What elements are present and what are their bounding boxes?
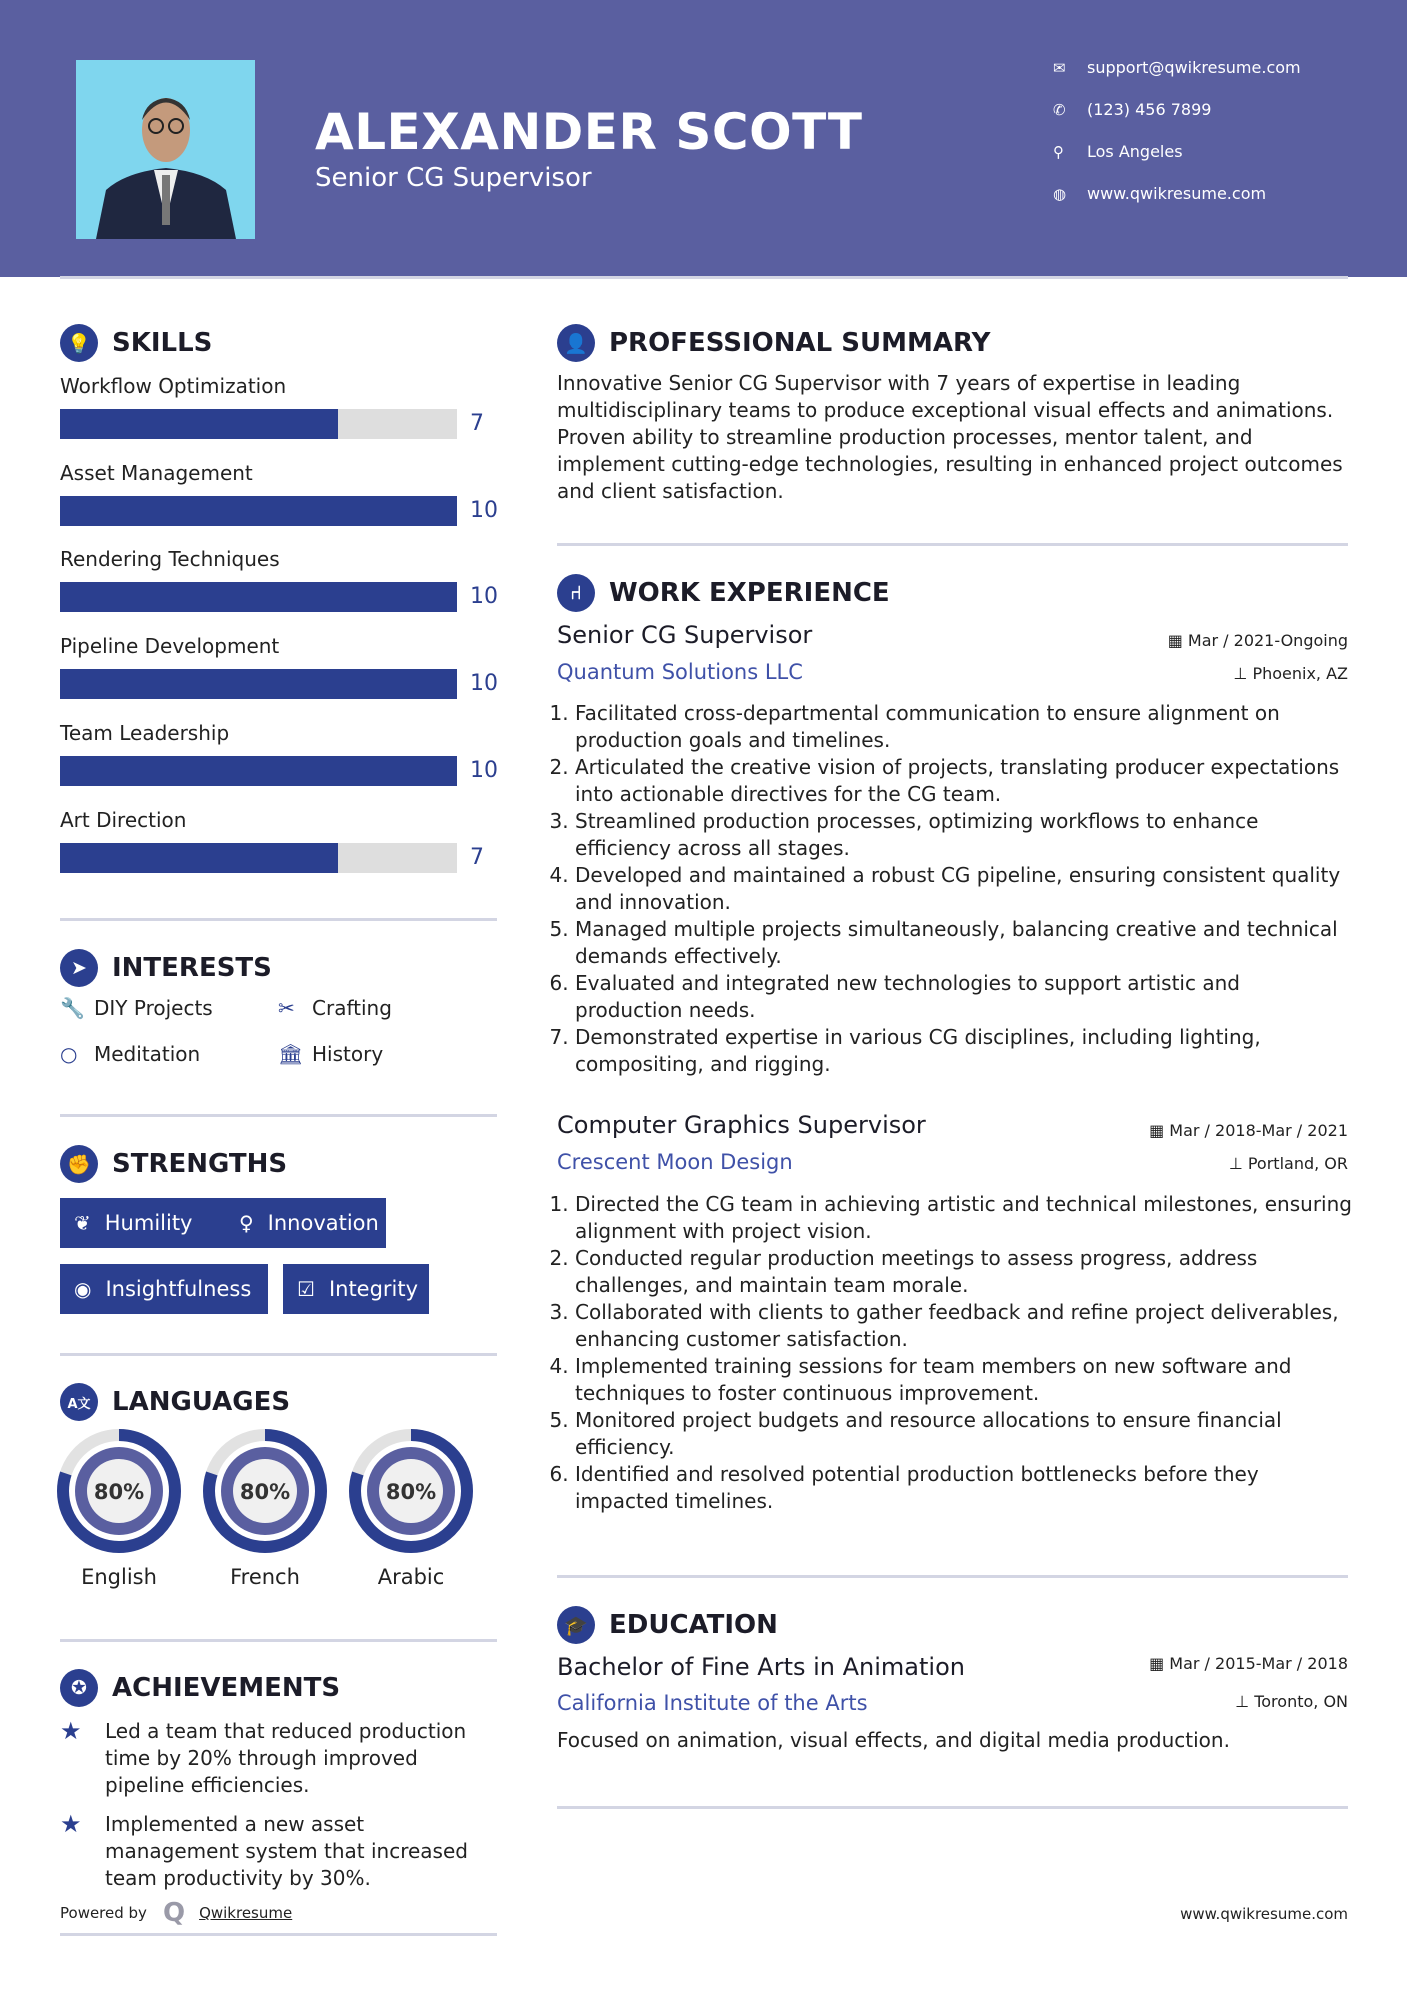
pushpin-icon: ⊥ — [1235, 1692, 1255, 1711]
contact-location: ⚲ Los Angeles — [1053, 142, 1183, 161]
skill-label: Art Direction — [60, 807, 187, 832]
strength-chip: ♀ Innovation — [225, 1198, 386, 1248]
job-bullet: 2. Articulated the creative vision of projects, translating producer expectations into actionable directives for the CG team. — [575, 754, 1352, 808]
language-label: Arabic — [377, 1565, 445, 1589]
wrench-icon: 🔧 — [60, 996, 85, 1020]
school: California Institute of the Arts — [557, 1691, 868, 1715]
candidate-title: Senior CG Supervisor — [315, 163, 592, 193]
interest-item: 🏛 History — [278, 1042, 384, 1066]
interest-item: ○ Meditation — [60, 1042, 201, 1066]
language-percent: 80% — [239, 1480, 291, 1504]
language-percent: 80% — [385, 1480, 437, 1504]
qwikresume-link[interactable]: Qwikresume — [199, 1904, 293, 1922]
job-location: ⊥ Portland, OR — [1228, 1154, 1348, 1173]
skill-bar — [60, 409, 457, 439]
job-bullet: 2. Conducted regular production meetings to assess progress, address challenges, and maintain team morale. — [575, 1245, 1352, 1299]
calendar-icon: ▦ — [1149, 1654, 1170, 1673]
divider — [557, 543, 1348, 546]
graduate-icon: 🎓 — [557, 1606, 595, 1644]
skill-value: 7 — [470, 411, 484, 436]
skill-bar — [60, 669, 457, 699]
job-bullet: 3. Streamlined production processes, optimizing workflows to enhance efficiency across all stages. — [575, 808, 1352, 862]
star-icon: ✪ — [60, 1669, 98, 1707]
skill-label: Workflow Optimization — [60, 374, 287, 398]
divider — [557, 1806, 1348, 1809]
interest-item: ✂ Crafting — [278, 996, 392, 1020]
strength-chip: ❦ Humility — [60, 1198, 247, 1248]
eye-icon: ◉ — [74, 1277, 92, 1301]
job-bullet: 4. Implemented training sessions for team members on new software and techniques to foster continuous improvement. — [575, 1353, 1352, 1407]
shooting-star-icon: ★ — [60, 1810, 82, 1838]
job-title: Computer Graphics Supervisor — [557, 1111, 926, 1139]
skill-value: 10 — [470, 757, 498, 783]
pushpin-icon: ⊥ — [1233, 664, 1253, 683]
user-icon: 👤 — [557, 324, 595, 362]
job-bullet: 7. Demonstrated expertise in various CG disciplines, including lighting, compositing, and rigging. — [575, 1024, 1352, 1078]
job-bullet: 5. Managed multiple projects simultaneously, balancing creative and technical demands effectively. — [575, 916, 1352, 970]
skills-heading: 💡 SKILLS — [60, 324, 212, 362]
skill-bar — [60, 496, 457, 526]
skill-label: Team Leadership — [60, 720, 230, 745]
skill-bar-fill — [60, 496, 457, 526]
language-label: English — [81, 1565, 157, 1589]
language-percent: 80% — [93, 1480, 145, 1504]
divider — [557, 1575, 1348, 1578]
fist-icon: ✊ — [60, 1145, 98, 1183]
envelope-icon: ✉ — [1053, 58, 1066, 77]
office-chair-icon: ⑁ — [557, 574, 595, 612]
language-label: French — [230, 1565, 300, 1589]
skill-bar — [60, 843, 457, 873]
language-donut — [57, 1429, 181, 1553]
experience-heading: ⑁ WORK EXPERIENCE — [557, 574, 890, 612]
contact-email[interactable]: ✉ support@qwikresume.com — [1053, 58, 1301, 77]
phone-icon: ✆ — [1053, 100, 1066, 119]
achievement-item: ★ Implemented a new asset management system that increased team productivity by 30%. — [60, 1810, 468, 1890]
job-title: Senior CG Supervisor — [557, 621, 813, 649]
job-bullets — [557, 700, 1352, 1078]
calendar-icon: ▦ — [1167, 631, 1188, 650]
summary-heading: 👤 PROFESSIONAL SUMMARY — [557, 324, 990, 362]
calendar-icon: ▦ — [1149, 1121, 1170, 1140]
profile-photo — [76, 60, 255, 239]
education-location: ⊥ Toronto, ON — [1235, 1692, 1348, 1711]
job-bullet: 6. Identified and resolved potential production bottlenecks before they impacted timelines. — [575, 1461, 1352, 1515]
globe-icon: ◍ — [1053, 184, 1067, 203]
divider — [60, 1639, 497, 1642]
divider — [60, 276, 1348, 279]
job-bullet: 6. Evaluated and integrated new technologies to support artistic and production needs. — [575, 970, 1352, 1024]
paper-plane-icon: ➤ — [60, 949, 98, 987]
degree: Bachelor of Fine Arts in Animation — [557, 1653, 965, 1681]
job-bullet: 1. Facilitated cross-departmental communication to ensure alignment on production goals and timelines. — [575, 700, 1352, 754]
strength-chip: ☑ Integrity — [283, 1264, 429, 1314]
job-date: ▦ Mar / 2021-Ongoing — [1167, 631, 1348, 650]
skill-bar-fill — [60, 582, 457, 612]
divider — [60, 1933, 497, 1936]
qwikresume-logo-icon: Q — [162, 1898, 186, 1928]
circle-icon: ○ — [60, 1042, 78, 1066]
skill-bar-fill — [60, 756, 457, 786]
leaf-icon: ❦ — [74, 1211, 91, 1235]
strengths-heading: ✊ STRENGTHS — [60, 1145, 287, 1183]
divider — [60, 1114, 497, 1117]
job-bullet: 4. Developed and maintained a robust CG pipeline, ensuring consistent quality and innovation. — [575, 862, 1352, 916]
job-bullet: 5. Monitored project budgets and resource allocations to ensure financial efficiency. — [575, 1407, 1352, 1461]
language-donut — [349, 1429, 473, 1553]
job-bullet: 1. Directed the CG team in achieving artistic and technical milestones, ensuring alignment with project vision. — [575, 1191, 1352, 1245]
strength-chip: ◉ Insightfulness — [60, 1264, 268, 1314]
pushpin-icon: ⊥ — [1228, 1154, 1248, 1173]
interests-heading: ➤ INTERESTS — [60, 949, 272, 987]
job-bullets — [557, 1191, 1352, 1515]
skill-value: 10 — [470, 497, 498, 523]
lightbulb-icon: ♀ — [239, 1211, 254, 1235]
skill-value: 7 — [470, 844, 484, 870]
education-description: Focused on animation, visual effects, and digital media production. — [557, 1728, 1230, 1752]
skill-label: Asset Management — [60, 460, 253, 485]
skill-bar-fill — [60, 409, 338, 439]
job-company: Crescent Moon Design — [557, 1150, 793, 1174]
lightbulb-icon: 💡 — [60, 324, 98, 362]
interest-item: 🔧 DIY Projects — [60, 996, 213, 1020]
job-location: ⊥ Phoenix, AZ — [1233, 664, 1348, 683]
shooting-star-icon: ★ — [60, 1717, 82, 1745]
checkbox-icon: ☑ — [297, 1277, 315, 1301]
skill-bar — [60, 582, 457, 612]
achievements-heading: ✪ ACHIEVEMENTS — [60, 1669, 340, 1707]
skill-value: 10 — [470, 671, 498, 697]
language-donut — [203, 1429, 327, 1553]
skill-label: Pipeline Development — [60, 634, 280, 659]
job-bullet: 3. Collaborated with clients to gather feedback and refine project deliverables, enhancing customer satisfaction. — [575, 1299, 1352, 1353]
skill-bar-fill — [60, 843, 338, 873]
achievement-item: ★ Led a team that reduced production time by 20% through improved pipeline efficiencies. — [60, 1717, 467, 1797]
powered-by: Powered by Q Qwikresume — [60, 1898, 293, 1928]
languages-heading: A文 LANGUAGES — [60, 1383, 290, 1421]
divider — [60, 1353, 497, 1356]
language-icon: A文 — [60, 1383, 98, 1421]
contact-phone: ✆ (123) 456 7899 — [1053, 100, 1212, 119]
candidate-name: ALEXANDER SCOTT — [315, 103, 863, 161]
skill-bar-fill — [60, 669, 457, 699]
skill-label: Rendering Techniques — [60, 547, 280, 572]
footer-website[interactable]: www.qwikresume.com — [1180, 1905, 1348, 1923]
scissors-icon: ✂ — [278, 996, 295, 1020]
skill-value: 10 — [470, 584, 498, 610]
contact-website[interactable]: ◍ www.qwikresume.com — [1053, 184, 1267, 203]
education-date: ▦ Mar / 2015-Mar / 2018 — [1149, 1654, 1348, 1673]
divider — [60, 918, 497, 921]
skill-bar — [60, 756, 457, 786]
summary-text: Innovative Senior CG Supervisor with 7 years of expertise in leading multidisciplinary teams to produce exceptional visual effects and animations. Proven ability to streamline production processes, mentor talent, and implement cutting-edge technologies, resulting in enhanced project outcomes and client satisfaction. — [557, 371, 1343, 503]
job-date: ▦ Mar / 2018-Mar / 2021 — [1149, 1121, 1348, 1140]
job-company: Quantum Solutions LLC — [557, 660, 803, 684]
map-pin-icon: ⚲ — [1053, 142, 1064, 161]
education-heading: 🎓 EDUCATION — [557, 1606, 778, 1644]
museum-icon: 🏛 — [278, 1042, 304, 1066]
